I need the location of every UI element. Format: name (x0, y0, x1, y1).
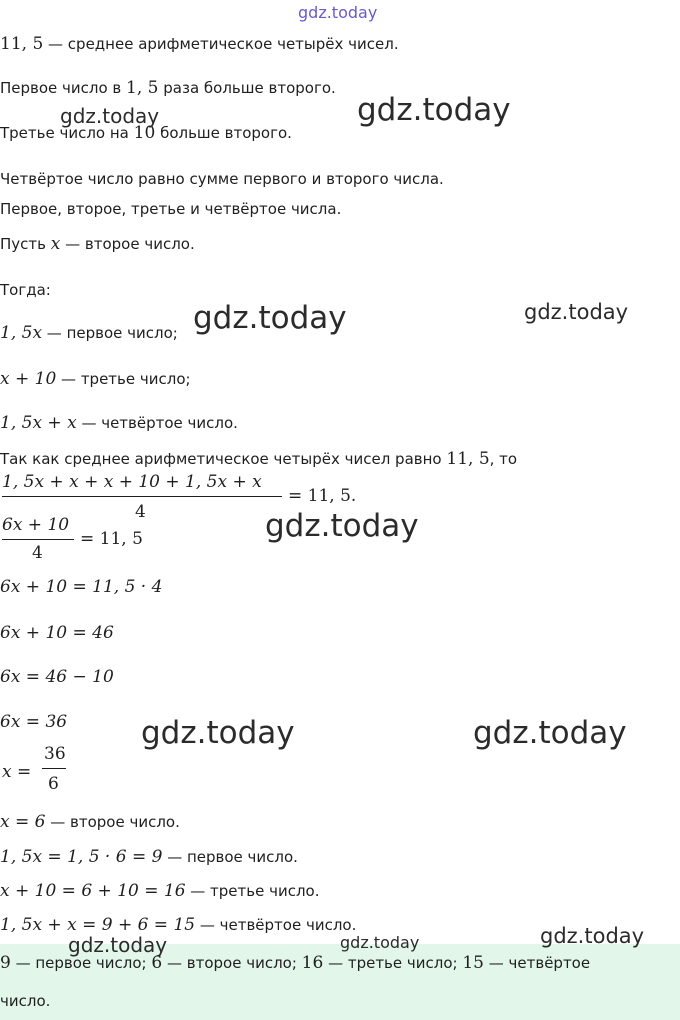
equation-3: 6x + 10 = 11, 5 · 4 (0, 577, 163, 597)
watermark: gdz.today (524, 300, 629, 324)
watermark: gdz.today (265, 508, 419, 544)
text: — четвёртое число. (76, 414, 238, 432)
text: — второе число. (45, 813, 180, 831)
math-expr: x + 10 = 6 + 10 = 16 (0, 881, 186, 901)
fraction-bar (2, 496, 282, 497)
fraction-denominator: 4 (32, 543, 43, 563)
math-expr: x + 10 (0, 369, 57, 389)
fraction-denominator: 6 (48, 774, 59, 794)
text: Пусть (0, 235, 51, 253)
math-value: 11, 5 (446, 449, 490, 469)
answer-value: 15 (462, 953, 484, 973)
equation-rhs: = 11, 5. (288, 486, 357, 506)
equation-5: 6x = 46 − 10 (0, 667, 114, 687)
text: — среднее арифметическое четырёх чисел. (43, 35, 399, 53)
math-value: 10 (133, 123, 156, 143)
line-x-result (0, 812, 180, 832)
watermark: gdz.today (473, 715, 627, 751)
watermark: gdz.today (68, 933, 168, 957)
line-first-result (0, 847, 298, 867)
line-first-number (0, 78, 336, 98)
text: — первое число; (10, 954, 152, 972)
math-expr: 1, 5x (0, 323, 43, 343)
answer-value: 9 (0, 953, 11, 973)
text: — четвёртое (483, 954, 591, 972)
watermark: gdz.today (141, 715, 295, 751)
line-fourth-expr (0, 413, 238, 433)
answer-value: 16 (301, 953, 324, 973)
fraction-denominator: 4 (135, 502, 146, 522)
text: Первое число в (0, 79, 127, 97)
fraction-numerator: 6x + 10 (2, 515, 70, 535)
math-expr: 1, 5x + x (0, 413, 77, 433)
watermark: gdz.today (60, 104, 160, 128)
fraction-bar (2, 539, 74, 540)
equation-lhs: x = (2, 762, 32, 782)
fraction-numerator: 36 (44, 744, 66, 764)
math-value: 11, 5 (0, 34, 44, 54)
text: — первое число. (162, 848, 298, 866)
math-expr: 1, 5x = 1, 5 · 6 = 9 (0, 847, 163, 867)
fraction-numerator: 1, 5x + x + x + 10 + 1, 5x + x (2, 472, 262, 492)
line-let-x (0, 234, 195, 254)
line-first-expr (0, 323, 178, 343)
equation-6: 6x = 36 (0, 712, 68, 732)
text: — четвёртое число. (195, 916, 357, 934)
text: больше второго. (155, 124, 292, 142)
line-third-expr (0, 369, 191, 389)
math-expr: x = 6 (0, 812, 46, 832)
watermark: gdz.today (340, 933, 420, 952)
answer-line-2: число. (0, 992, 51, 1010)
line-mean-statement (0, 34, 399, 54)
watermark: gdz.today (357, 92, 511, 128)
math-expr: 1, 5x + x = 9 + 6 = 15 (0, 915, 196, 935)
text: — второе число. (60, 235, 195, 253)
line-numbers-list: Первое, второе, третье и четвёртое числа. (0, 200, 342, 218)
math-value: 1, 5 (126, 78, 159, 98)
equation-7 (0, 744, 100, 800)
line-fourth-result (0, 915, 356, 935)
line-third-result (0, 881, 320, 901)
line-fourth-number: Четвёртое число равно сумме первого и второго числа. (0, 170, 444, 188)
text: — первое число; (42, 324, 178, 342)
watermark: gdz.today (193, 300, 347, 336)
equation-4: 6x + 10 = 46 (0, 623, 114, 643)
text: — третье число. (185, 882, 320, 900)
text: — второе число; (162, 954, 302, 972)
fraction-bar (42, 768, 66, 769)
line-then: Тогда: (0, 281, 51, 299)
text: , то (489, 450, 518, 468)
text: Так как среднее арифметическое четырёх чисел равно (0, 450, 447, 468)
answer-value: 6 (151, 953, 163, 973)
watermark: gdz.today (540, 924, 645, 948)
text: раза больше второго. (158, 79, 336, 97)
line-since (0, 449, 517, 469)
math-var: x (50, 234, 61, 254)
watermark-top: gdz.today (298, 3, 378, 22)
equation-2 (0, 515, 200, 567)
text: — третье число; (56, 370, 191, 388)
equation-rhs: = 11, 5 (80, 529, 143, 549)
text: Третье число на (0, 124, 134, 142)
text: — третье число; (323, 954, 463, 972)
